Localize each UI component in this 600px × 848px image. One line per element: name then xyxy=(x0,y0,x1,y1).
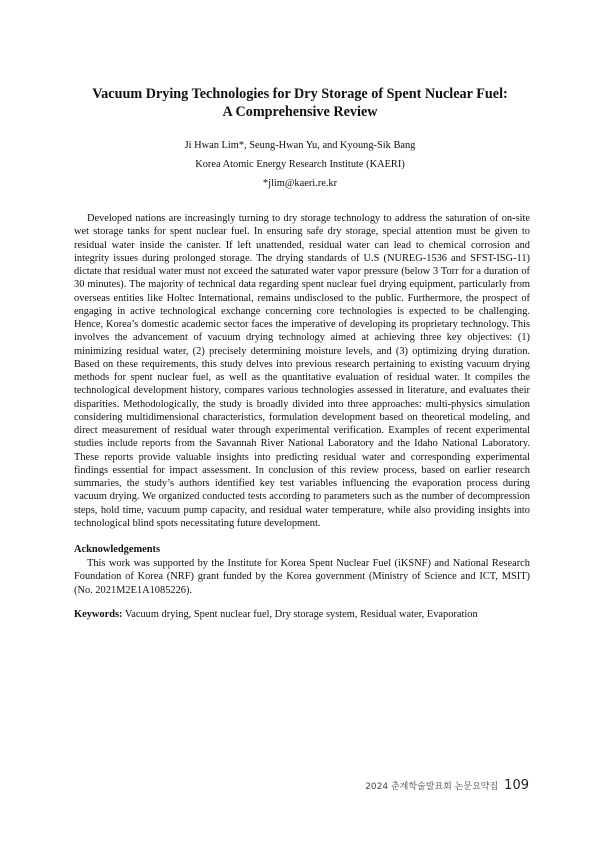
title-line-2: A Comprehensive Review xyxy=(222,104,378,120)
keywords-line xyxy=(74,608,530,621)
affiliation: Korea Atomic Energy Research Institute (KAERI) xyxy=(195,159,405,170)
title-line-1: Vacuum Drying Technologies for Dry Storage of Spent Nuclear Fuel: xyxy=(92,86,508,102)
paper-title xyxy=(60,85,540,121)
corresponding-email: *jlim@kaeri.re.kr xyxy=(262,178,338,189)
abstract-paragraph: Developed nations are increasingly turning to dry storage technology to address the saturation of on-site wet storage tanks for spent nuclear fuel. In ensuring safe dry storage, special attention must be given to residual water inside the canister. If left unattended, residual water can lead to chemical corrosion and integrity issues during prolonged storage. The drying standards of U.S (NUREG-1536 and SFST-ISG-11) dictate that residual water must not exceed the saturated water vapor pressure (below 3 Torr for a duration of 30 minutes). The majority of technical data regarding spent nuclear fuel drying equipment, particularly from overseas entities like Holtec International, remains undisclosed to the public. Furthermore, the prospect of engaging in active technological exchange concerning core technologies is expected to be challenging. Hence, Korea’s domestic academic sector faces the imperative of developing its proprietary technology. This involves the advancement of vacuum drying technology aimed at achieving three key objectives: (1) minimizing residual water, (2) precisely determining moisture levels, and (3) optimizing drying duration. Based on these requirements, this study delves into previous research pertaining to existing vacuum drying methods for spent nuclear fuel, as well as the quantitative evaluation of residual water. It compiles the technological development history, compares various technologies assessed in literature, and evaluates their disparities. Methodologically, the study is broadly divided into three approaches: multi-physics simulation considering multidimensional characteristics, formulation development based on theoretical modeling, and direct measurement of residual water through experimental verification. Examples of recent experimental studies include reports from the Savannah River National Laboratory and the Idaho National Laboratory. These reports provide valuable insights into predicting residual water and corresponding experimental findings essential for impact assessment. In conclusion of this review process, based on earlier research summaries, the study’s authors identified key test variables influencing the evaporation process during vacuum drying. We organized conducted tests according to parameters such as the number of decompression steps, hold time, vacuum pump capacity, and residual water temperature, while also providing insights into technological blind spots necessitating future development. xyxy=(74,213,530,529)
author-list: Ji Hwan Lim*, Seung-Hwan Yu, and Kyoung-Sik Bang xyxy=(184,140,416,151)
proceedings-title: 2024 춘계학술발표회 논문요약집 xyxy=(365,782,499,792)
keywords-label: Keywords: xyxy=(74,609,123,620)
acknowledgements-heading: Acknowledgements xyxy=(74,544,161,555)
page-number: 109 xyxy=(504,778,529,793)
keywords-list: Vacuum drying, Spent nuclear fuel, Dry storage system, Residual water, Evaporation xyxy=(122,609,478,620)
acknowledgements-body: This work was supported by the Institute for Korea Spent Nuclear Fuel (iKSNF) and National Research Foundation of Korea (NRF) grant funded by the Korea government (Ministry of Science and ICT, MSIT) (No. 2021M2E1A1085226). xyxy=(74,558,530,596)
page-footer xyxy=(365,778,529,793)
